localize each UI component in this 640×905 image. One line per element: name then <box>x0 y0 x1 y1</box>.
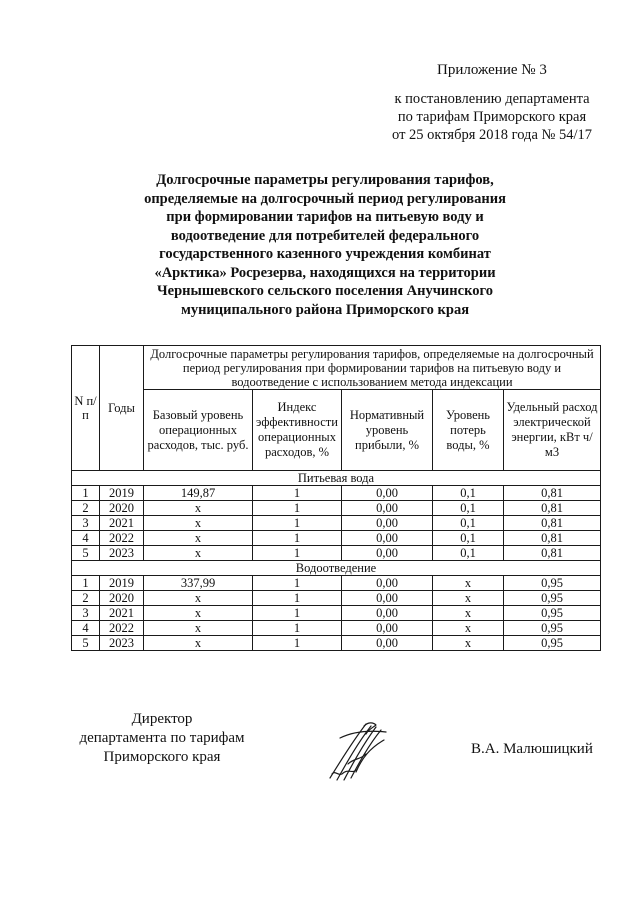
table-cell: 1 <box>253 531 342 546</box>
table-row <box>72 576 601 591</box>
table-cell: 2 <box>72 501 100 516</box>
table-cell: 2020 <box>100 501 144 516</box>
table-cell: х <box>144 501 253 516</box>
table-cell: 1 <box>253 486 342 501</box>
table-row <box>72 501 601 516</box>
table-cell: 2020 <box>100 591 144 606</box>
table-row <box>72 546 601 561</box>
table-cell: 0,95 <box>504 621 601 636</box>
table-cell: 0,00 <box>342 486 433 501</box>
table-cell: 1 <box>72 486 100 501</box>
header-years: Годы <box>100 346 144 471</box>
appendix-label: Приложение № 3 <box>437 62 547 78</box>
table-cell: 3 <box>72 606 100 621</box>
table-cell: 1 <box>72 576 100 591</box>
parameters-table <box>71 345 601 651</box>
table-cell: 1 <box>253 606 342 621</box>
header-water-loss: Уровень потерь воды, % <box>433 390 504 471</box>
table-cell: 1 <box>253 501 342 516</box>
table-cell: 0,81 <box>504 546 601 561</box>
decree-reference <box>392 90 592 144</box>
table-cell: 2019 <box>100 576 144 591</box>
table-cell: х <box>144 531 253 546</box>
table-cell: 0,81 <box>504 486 601 501</box>
table-cell: 2019 <box>100 486 144 501</box>
table-cell: 1 <box>253 621 342 636</box>
header-energy-consumption: Удельный расход электрической энергии, кВт ч/м3 <box>504 390 601 471</box>
section-row <box>72 471 601 486</box>
table-cell: 2021 <box>100 516 144 531</box>
table-cell: 0,00 <box>342 636 433 651</box>
title-line: водоотведение для потребителей федерального <box>170 227 480 244</box>
table-cell: х <box>144 546 253 561</box>
signer-name: В.А. Малюшицкий <box>471 741 593 757</box>
table-row <box>72 606 601 621</box>
decree-line: к постановлению департамента <box>394 91 590 107</box>
position-line: Приморского края <box>103 749 221 765</box>
table-cell: х <box>144 606 253 621</box>
table-cell: 0,1 <box>433 546 504 561</box>
header-base-opex: Базовый уровень операционных расходов, тыс. руб. <box>144 390 253 471</box>
table-cell: 5 <box>72 636 100 651</box>
table-row <box>72 531 601 546</box>
table-cell: 0,95 <box>504 591 601 606</box>
table-cell: 0,95 <box>504 576 601 591</box>
table-cell: 0,00 <box>342 546 433 561</box>
table-cell: 0,95 <box>504 606 601 621</box>
table-cell: 0,00 <box>342 606 433 621</box>
title-line: государственного казенного учреждения комбинат <box>159 246 491 262</box>
table-row <box>72 591 601 606</box>
section-title: Водоотведение <box>72 561 601 576</box>
table-cell: 2023 <box>100 636 144 651</box>
signatory-position <box>78 710 246 767</box>
table-cell: 2022 <box>100 621 144 636</box>
header-profit-level: Нормативный уровень прибыли, % <box>342 390 433 471</box>
position-line: Директор <box>131 711 193 727</box>
table-cell: х <box>433 606 504 621</box>
table-cell: 0,1 <box>433 486 504 501</box>
table-cell: 1 <box>253 546 342 561</box>
table-row <box>72 621 601 636</box>
section-row <box>72 561 601 576</box>
header-efficiency-index: Индекс эффективности операционных расходов, % <box>253 390 342 471</box>
table-cell: х <box>144 516 253 531</box>
document-title <box>120 171 530 319</box>
table-cell: 0,95 <box>504 636 601 651</box>
table-cell: х <box>433 591 504 606</box>
signature-image <box>326 718 392 784</box>
table-cell: 0,00 <box>342 501 433 516</box>
table-cell: 4 <box>72 531 100 546</box>
header-group: Долгосрочные параметры регулирования тарифов, определяемые на долгосрочный период регулирования при формировании тарифов на питьевую воду и водоотведение с использованием метода индексации <box>144 346 601 390</box>
table-header-row <box>72 346 601 390</box>
decree-line: от 25 октября 2018 года № 54/17 <box>392 127 592 143</box>
header-number: N п/п <box>72 346 100 471</box>
table-cell: 3 <box>72 516 100 531</box>
title-line: муниципального района Приморского края <box>180 301 470 318</box>
table-cell: 0,81 <box>504 531 601 546</box>
table-cell: 1 <box>253 636 342 651</box>
table-cell: 1 <box>253 591 342 606</box>
table-cell: 2022 <box>100 531 144 546</box>
table-cell: х <box>433 636 504 651</box>
decree-line: по тарифам Приморского края <box>397 109 587 125</box>
table-cell: 4 <box>72 621 100 636</box>
table-cell: 2021 <box>100 606 144 621</box>
title-line: при формировании тарифов на питьевую воду и <box>166 209 484 225</box>
table-cell: 0,00 <box>342 621 433 636</box>
table-cell: 0,1 <box>433 516 504 531</box>
table-cell: х <box>144 636 253 651</box>
table-cell: 0,00 <box>342 516 433 531</box>
table-row <box>72 636 601 651</box>
table-cell: 0,00 <box>342 591 433 606</box>
table-cell: 0,00 <box>342 576 433 591</box>
table-cell: х <box>433 576 504 591</box>
table-row <box>72 486 601 501</box>
table-cell: 0,81 <box>504 516 601 531</box>
table-cell: х <box>144 621 253 636</box>
table-cell: 0,00 <box>342 531 433 546</box>
title-line: определяемые на долгосрочный период регулирования <box>144 190 506 207</box>
title-line: Чернышевского сельского поселения Анучинского <box>157 283 493 299</box>
section-title: Питьевая вода <box>72 471 601 486</box>
table-cell: 5 <box>72 546 100 561</box>
table-cell: 1 <box>253 516 342 531</box>
title-line: «Арктика» Росрезерва, находящихся на территории <box>154 264 496 281</box>
position-line: департамента по тарифам <box>79 730 245 746</box>
table-cell: 2023 <box>100 546 144 561</box>
table-cell: х <box>433 621 504 636</box>
table-cell: 337,99 <box>144 576 253 591</box>
table-cell: 2 <box>72 591 100 606</box>
table-cell: 1 <box>253 576 342 591</box>
table-cell: 0,81 <box>504 501 601 516</box>
table-cell: 0,1 <box>433 501 504 516</box>
table-row <box>72 516 601 531</box>
table-cell: х <box>144 591 253 606</box>
title-line: Долгосрочные параметры регулирования тарифов, <box>156 172 494 188</box>
table-subheader-row <box>72 390 601 471</box>
table-cell: 0,1 <box>433 531 504 546</box>
table-cell: 149,87 <box>144 486 253 501</box>
